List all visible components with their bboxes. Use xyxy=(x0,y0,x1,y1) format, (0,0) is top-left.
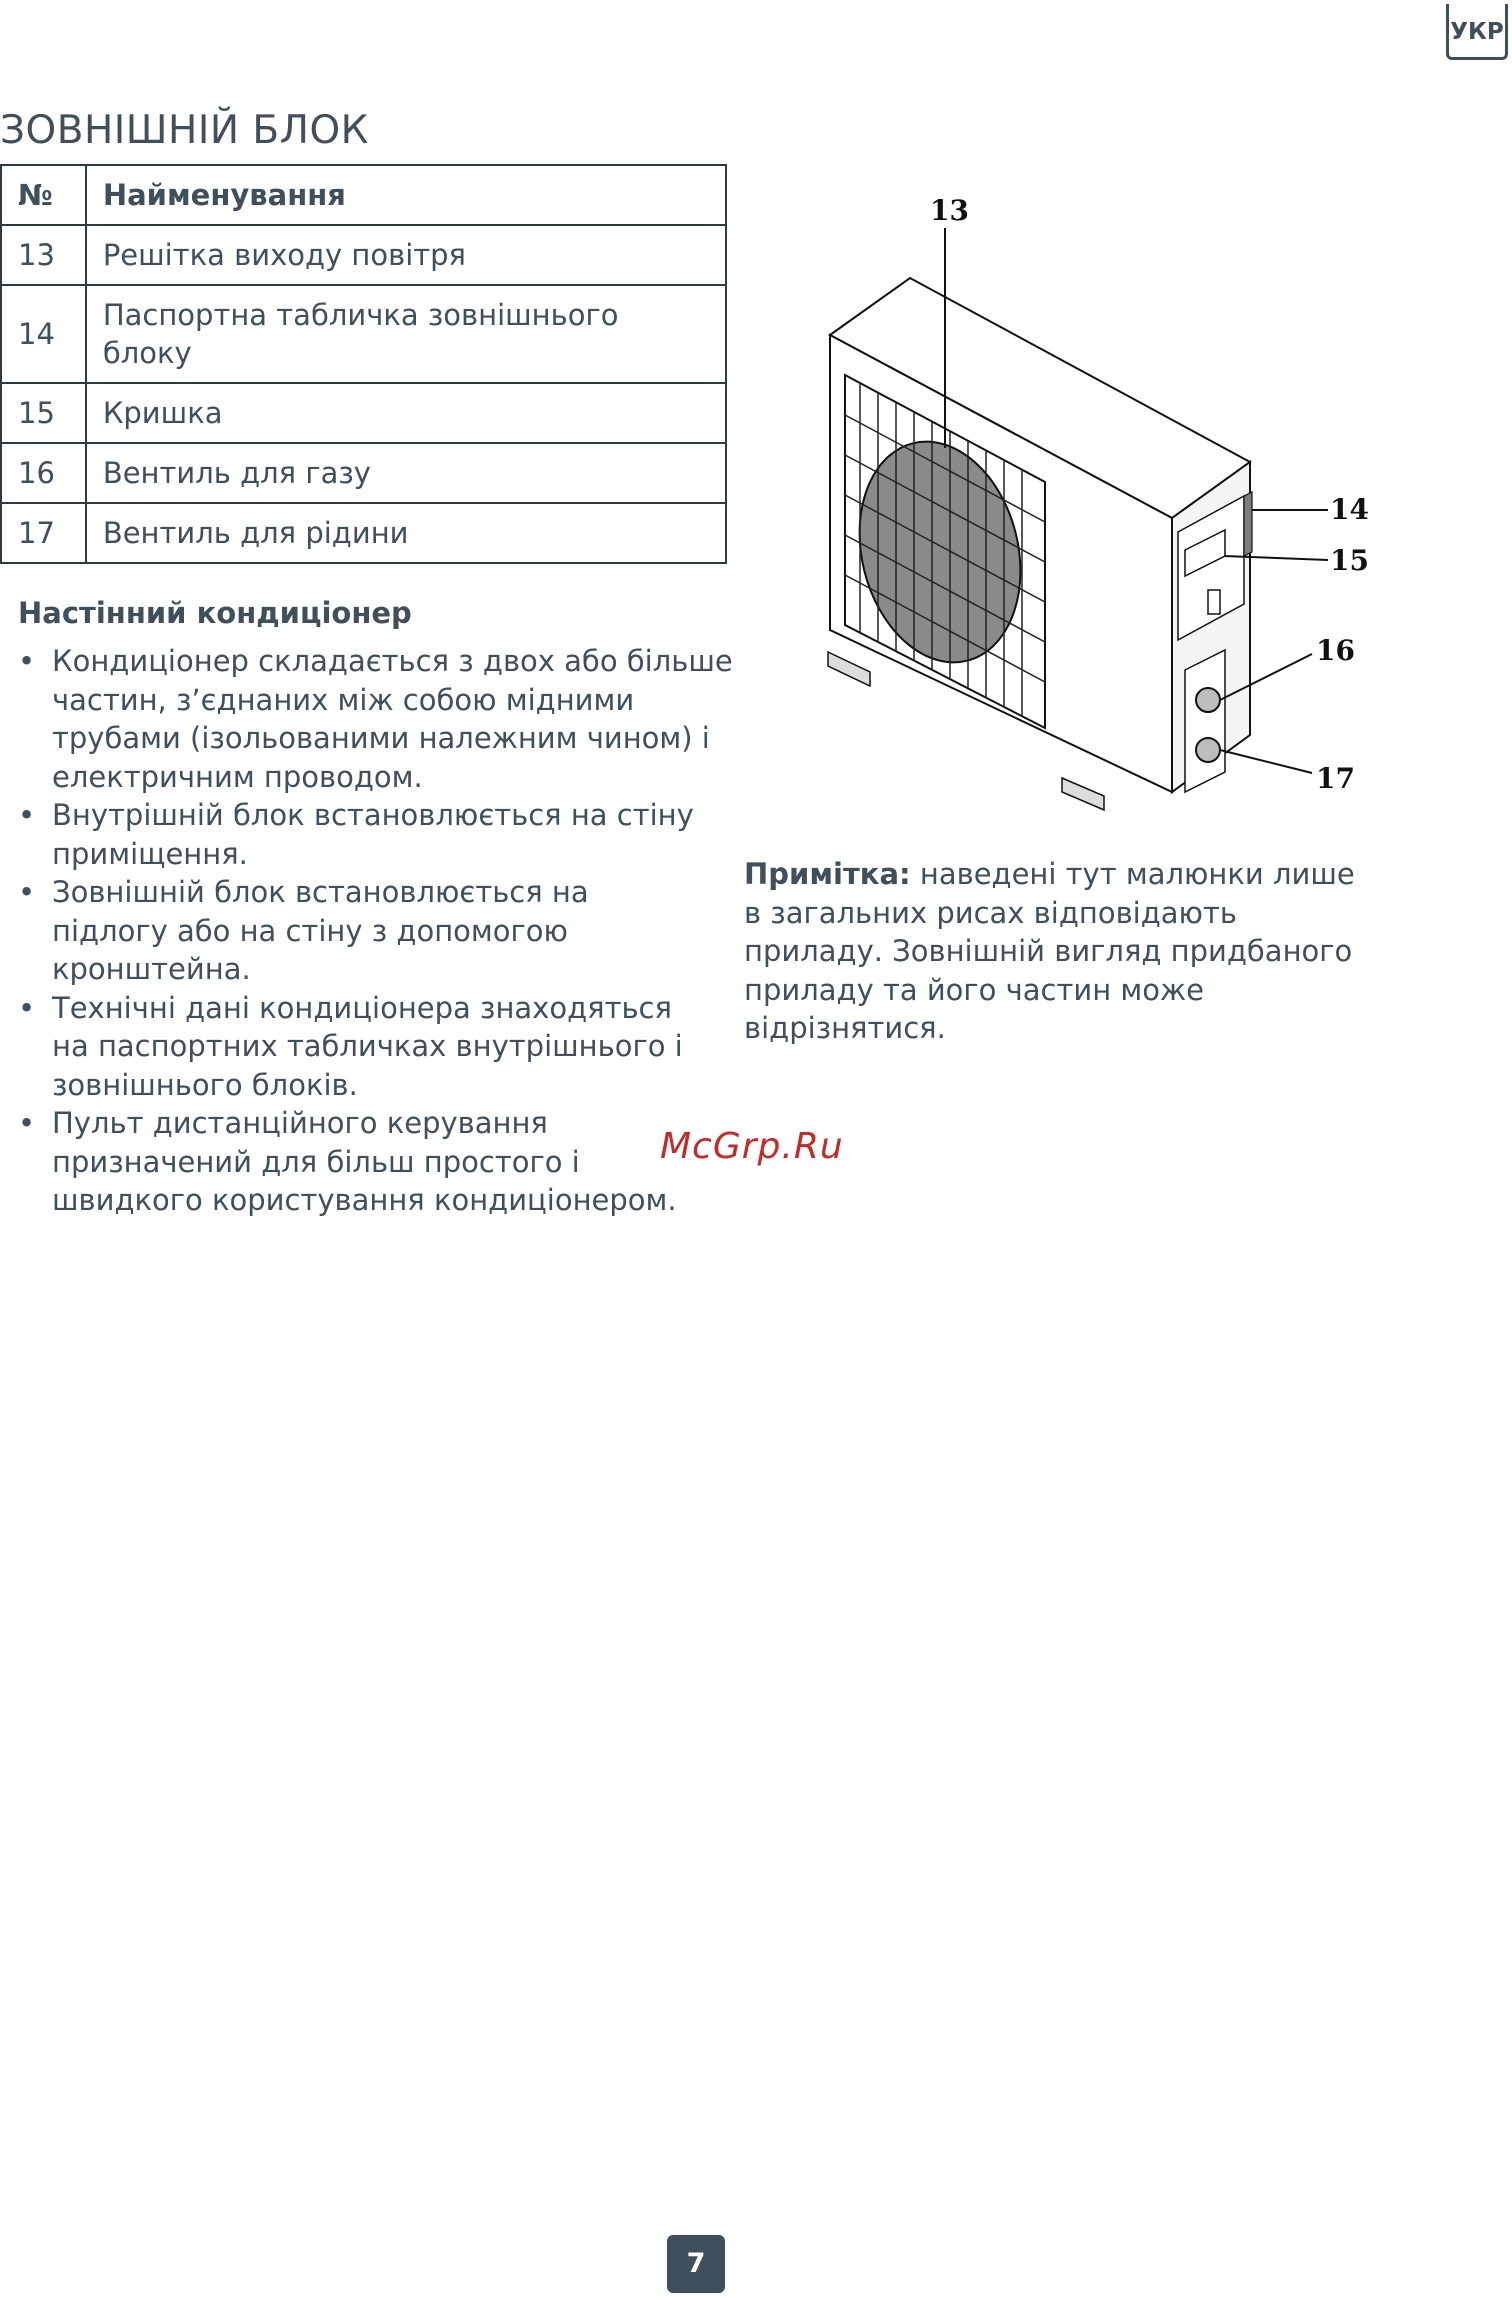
part-name: Вентиль для газу xyxy=(86,443,726,503)
foot-right xyxy=(1062,778,1104,810)
foot-left xyxy=(828,652,870,686)
page-number: 7 xyxy=(667,2235,725,2293)
part-name: Вентиль для рідини xyxy=(86,503,726,563)
parts-table xyxy=(0,164,727,564)
callout-14: 14 xyxy=(1330,493,1369,526)
table-header-row xyxy=(1,165,726,225)
table-row xyxy=(1,443,726,503)
liquid-valve-icon xyxy=(1196,738,1220,762)
gas-valve-icon xyxy=(1196,688,1220,712)
part-number: 14 xyxy=(1,285,86,383)
note-label: Примітка: xyxy=(744,857,911,891)
part-number: 17 xyxy=(1,503,86,563)
table-row xyxy=(1,285,726,383)
part-number: 15 xyxy=(1,383,86,443)
table-row xyxy=(1,383,726,443)
list-item: • Зовнішній блок встановлюється на підлогу або на стіну з допомогою кронштейна. xyxy=(16,873,652,989)
part-name: Кришка xyxy=(86,383,726,443)
outdoor-unit-illustration xyxy=(800,180,1369,830)
list-item: • Кондиціонер складається з двох або більше частин, з’єднаних між собою мідними трубами (ізольованими належним чином) і електричним проводом. xyxy=(16,642,736,796)
label-mark xyxy=(1208,590,1220,614)
valve-panel xyxy=(1185,650,1225,792)
table-row xyxy=(1,503,726,563)
callout-13: 13 xyxy=(930,194,969,227)
list-item: • Технічні дані кондиціонера знаходяться на паспортних табличках внутрішнього і зовнішнього блоків. xyxy=(16,989,692,1105)
nameplate-icon xyxy=(1244,492,1252,556)
callout-17: 17 xyxy=(1316,762,1355,795)
language-badge: УКР xyxy=(1446,4,1508,60)
wall-ac-bullet-list xyxy=(16,642,736,1220)
list-item: • Пульт дистанційного керування призначений для більш простого і швидкого користування кондиціонером. xyxy=(16,1104,736,1220)
part-number: 13 xyxy=(1,225,86,285)
part-name: Решітка виходу повітря xyxy=(86,225,726,285)
table-row xyxy=(1,225,726,285)
list-item: • Внутрішній блок встановлюється на стіну приміщення. xyxy=(16,796,736,873)
callout-16: 16 xyxy=(1316,634,1355,667)
part-name: Паспортна табличка зовнішнього блоку xyxy=(86,285,726,383)
column-header-number: № xyxy=(1,165,86,225)
section-title: ЗОВНІШНІЙ БЛОК xyxy=(0,108,369,153)
callout-15: 15 xyxy=(1330,544,1369,577)
part-number: 16 xyxy=(1,443,86,503)
note-paragraph xyxy=(744,855,1374,1048)
note-text: наведені тут малюнки лише в загальних рисах відповідають приладу. Зовнішній вигляд придбаного приладу та його частин може відрізнятися. xyxy=(744,857,1355,1045)
watermark: McGrp.Ru xyxy=(660,1126,844,1167)
wall-ac-heading: Настінний кондиціонер xyxy=(18,596,412,630)
column-header-name: Найменування xyxy=(86,165,726,225)
